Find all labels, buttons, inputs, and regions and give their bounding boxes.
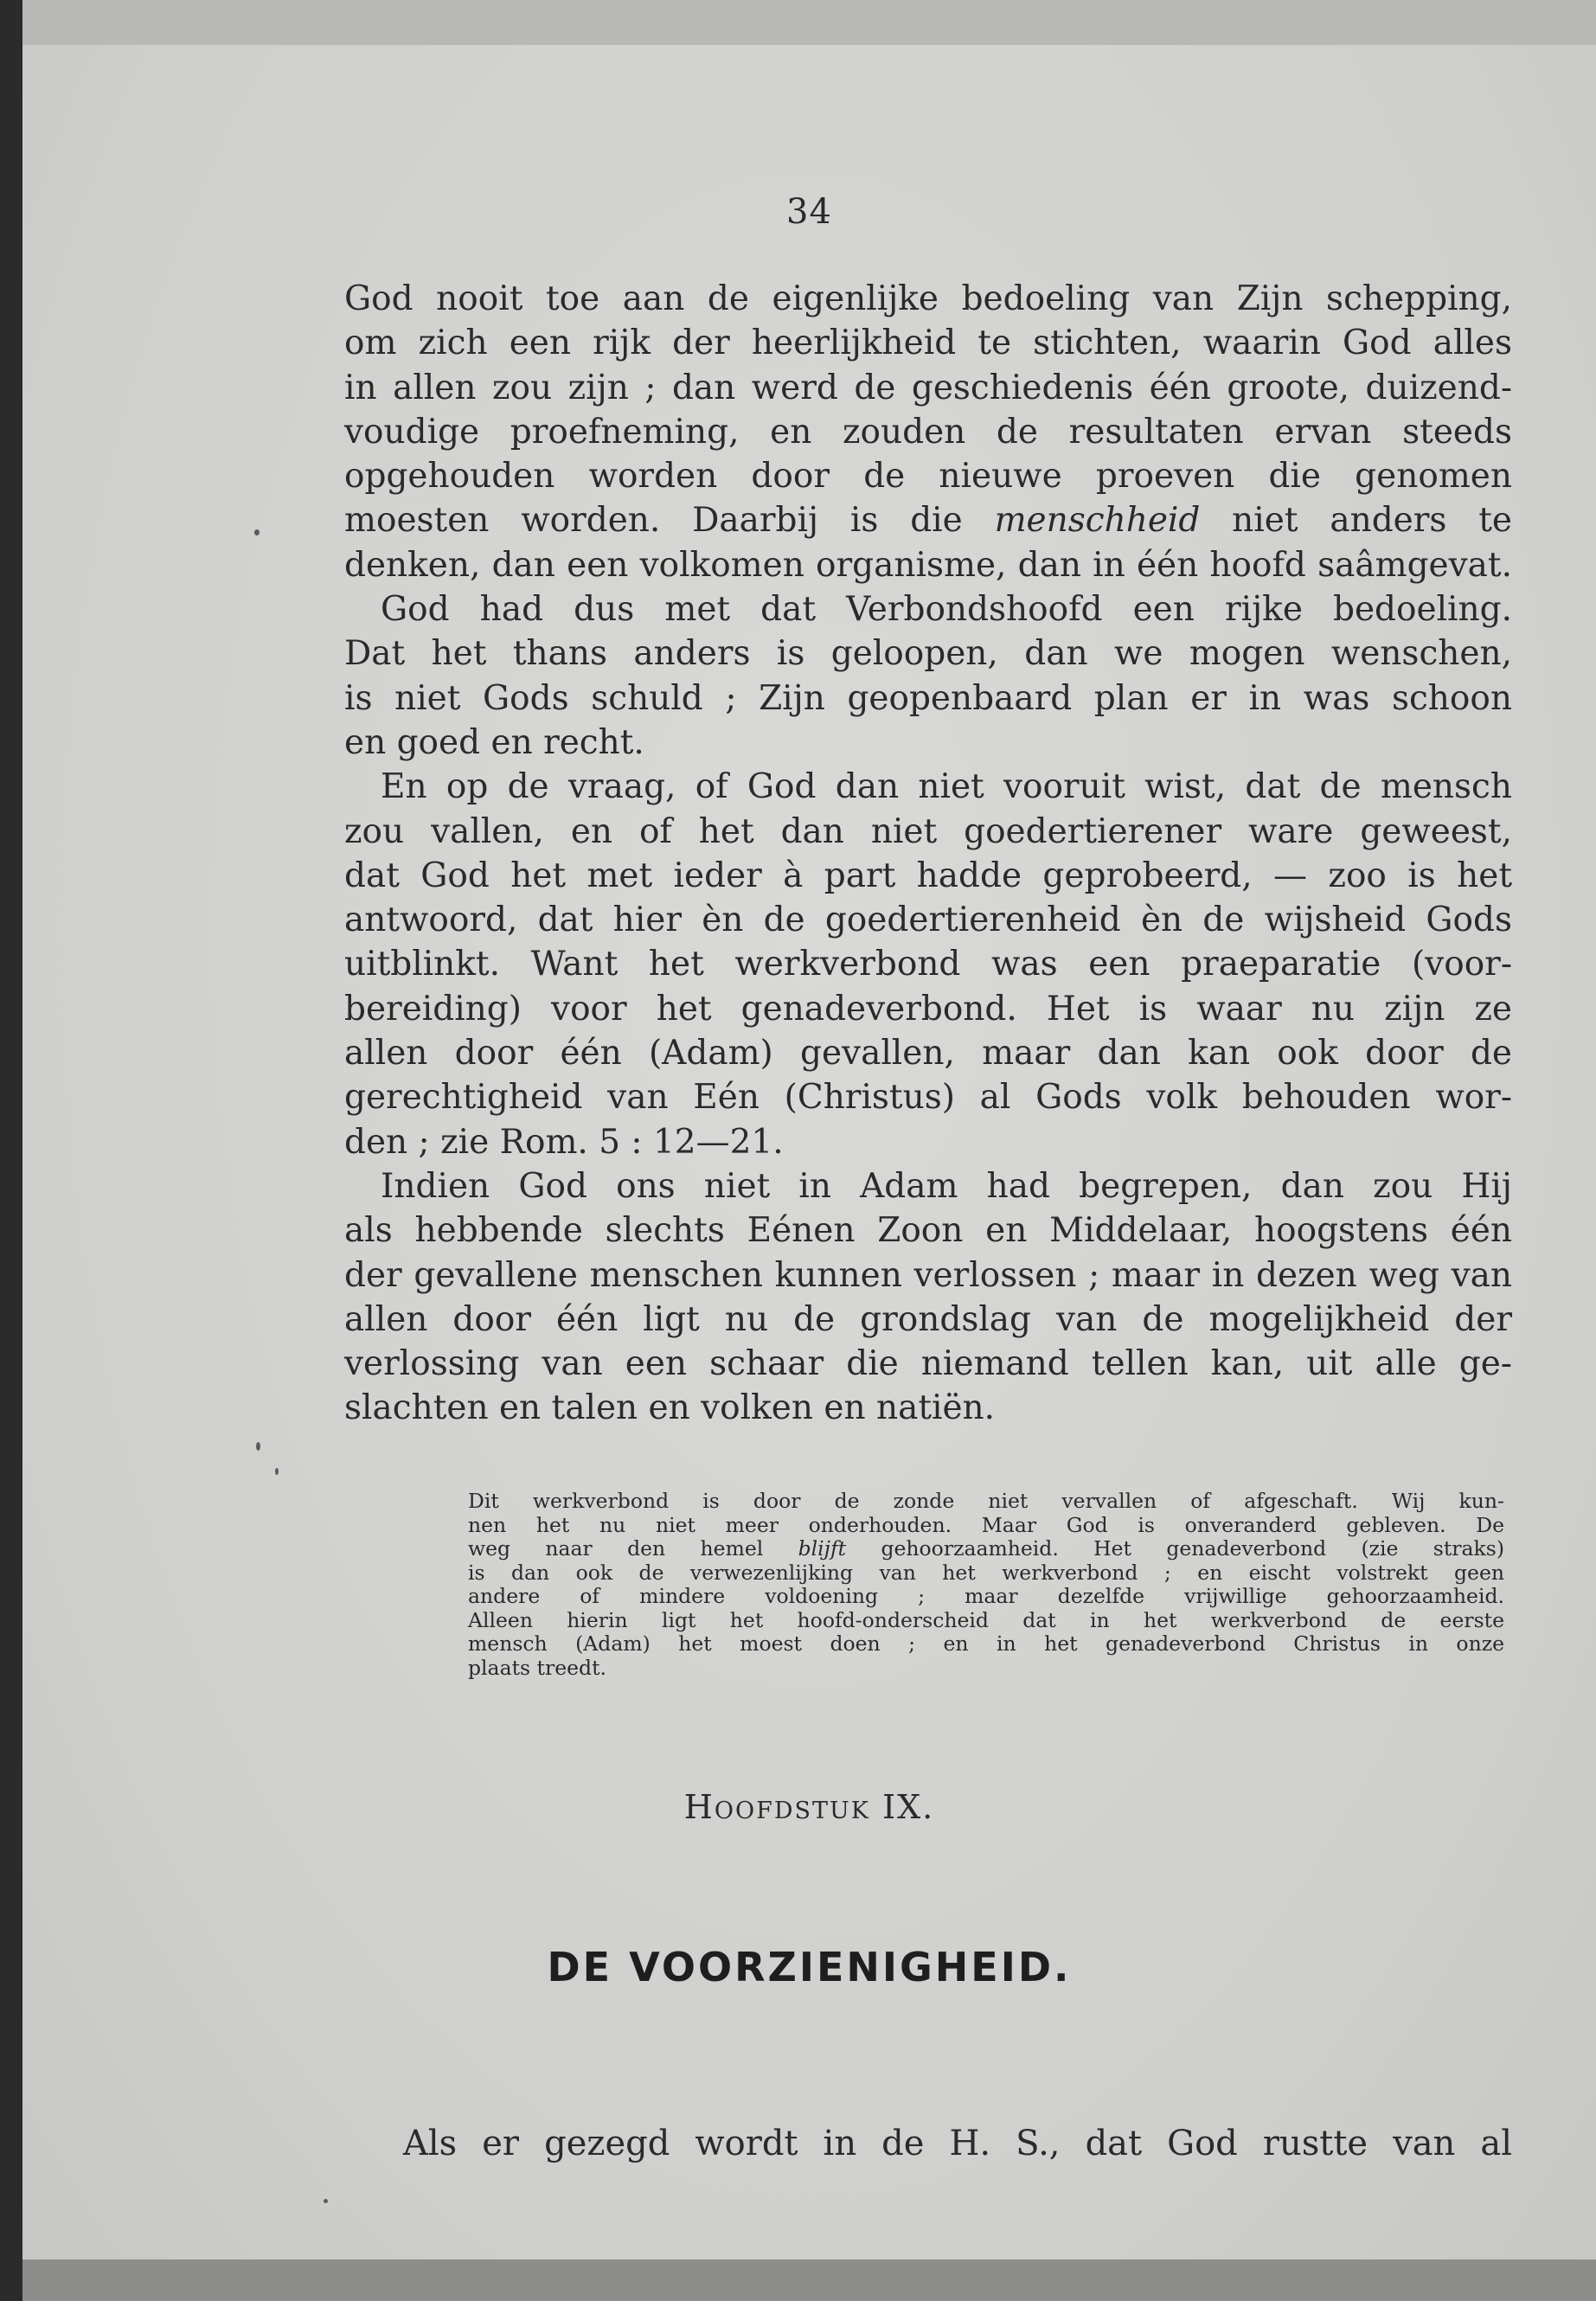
- body-line: moesten worden. Daarbij is die menschheid niet anders te: [344, 501, 1512, 541]
- chapter-label-rest: OOFDSTUK: [714, 1798, 870, 1824]
- body-line: bereiding) voor het genadeverbond. Het is waar nu zijn ze: [344, 989, 1512, 1029]
- scan-speck: [275, 1468, 279, 1475]
- body-line: allen door één ligt nu de grondslag van de mogelijkheid der: [344, 1299, 1512, 1339]
- chapter-label-cap: H: [683, 1788, 715, 1826]
- footnote-line: Alleen hierin ligt het hoofd-onderscheid dat in het werkverbond de eerste: [468, 1607, 1504, 1632]
- body-line: in allen zou zijn ; dan werd de geschiedenis één groote, duizend-: [344, 368, 1512, 407]
- footnote-line: andere of mindere voldoening ; maar dezelfde vrijwillige gehoorzaamheid.: [468, 1584, 1504, 1608]
- body-line: God had dus met dat Verbondshoofd een rijke bedoeling.: [381, 590, 1512, 630]
- body-line: den ; zie Rom. 5 : 12—21.: [344, 1122, 784, 1162]
- body-line: uitblinkt. Want het werkverbond was een praeparatie (voor-: [344, 945, 1512, 984]
- body-line: om zich een rijk der heerlijkheid te stichten, waarin God alles: [344, 324, 1512, 363]
- footnote: [468, 1490, 1504, 1680]
- body-text: [344, 277, 1512, 1431]
- body-line: en goed en recht.: [344, 722, 644, 762]
- body-line: antwoord, dat hier èn de goedertierenheid èn de wijsheid Gods: [344, 901, 1512, 940]
- body-line: Dat het thans anders is geloopen, dan we mogen wenschen,: [344, 634, 1512, 674]
- footnote-line: weg naar den hemel blijft gehoorzaamheid. Het genadeverbond (zie straks): [468, 1536, 1505, 1561]
- chapter-label: [22, 1788, 1596, 1826]
- body-line: voudige proefneming, en zouden de resultaten ervan steeds: [344, 412, 1512, 452]
- body-line: verlossing van een schaar die niemand tellen kan, uit alle ge-: [344, 1344, 1512, 1384]
- body-line: slachten en talen en volken en natiën.: [344, 1388, 996, 1428]
- footnote-line: plaats treedt.: [468, 1655, 607, 1680]
- italic-word: blijft: [798, 1536, 847, 1561]
- footnote-line: nen het nu niet meer onderhouden. Maar God is onveranderd gebleven. De: [468, 1512, 1504, 1537]
- body-line: der gevallene menschen kunnen verlossen ; maar in dezen weg van: [344, 1255, 1512, 1295]
- page-number: 34: [786, 192, 832, 232]
- scan-left-edge: [0, 0, 22, 2301]
- body-line: als hebbende slechts Eénen Zoon en Middelaar, hoogstens één: [344, 1211, 1512, 1251]
- scan-top-edge: [0, 0, 1596, 45]
- footnote-line: mensch (Adam) het moest doen ; en in het genadeverbond Christus in onze: [468, 1631, 1504, 1656]
- italic-word: menschheid: [994, 501, 1201, 541]
- body-line: Als er gezegd wordt in de H. S., dat God rustte van al: [403, 2124, 1512, 2163]
- body-line: zou vallen, en of het dan niet goedertierener ware geweest,: [344, 811, 1512, 851]
- scan-speck: [254, 529, 260, 535]
- footnote-line: is dan ook de verwezenlijking van het werkverbond ; en eischt volstrekt geen: [468, 1560, 1504, 1585]
- scan-speck: [324, 2199, 328, 2203]
- body-line: En op de vraag, of God dan niet vooruit wist, dat de mensch: [381, 767, 1512, 807]
- body-line: Indien God ons niet in Adam had begrepen, dan zou Hij: [381, 1166, 1512, 1206]
- body-line: dat God het met ieder à part hadde geprobeerd, — zoo is het: [344, 856, 1512, 895]
- footnote-line: Dit werkverbond is door de zonde niet vervallen of afgeschaft. Wij kun-: [468, 1489, 1504, 1513]
- body-line: God nooit toe aan de eigenlijke bedoeling van Zijn schepping,: [344, 279, 1512, 318]
- body-line: allen door één (Adam) gevallen, maar dan kan ook door de: [344, 1034, 1512, 1074]
- body-line-continued: [403, 2121, 1512, 2165]
- scan-speck: [256, 1442, 260, 1451]
- chapter-numeral: IX.: [882, 1788, 935, 1826]
- body-line: is niet Gods schuld ; Zijn geopenbaard plan er in was schoon: [344, 678, 1512, 718]
- body-line: denken, dan een volkomen organisme, dan in één hoofd saâmgevat.: [344, 545, 1512, 585]
- book-page: [22, 45, 1596, 2259]
- chapter-title: DE VOORZIENIGHEID.: [547, 1944, 1072, 1990]
- body-line: opgehouden worden door de nieuwe proeven die genomen: [344, 457, 1512, 497]
- body-line: gerechtigheid van Eén (Christus) al Gods volk behouden wor-: [344, 1078, 1512, 1118]
